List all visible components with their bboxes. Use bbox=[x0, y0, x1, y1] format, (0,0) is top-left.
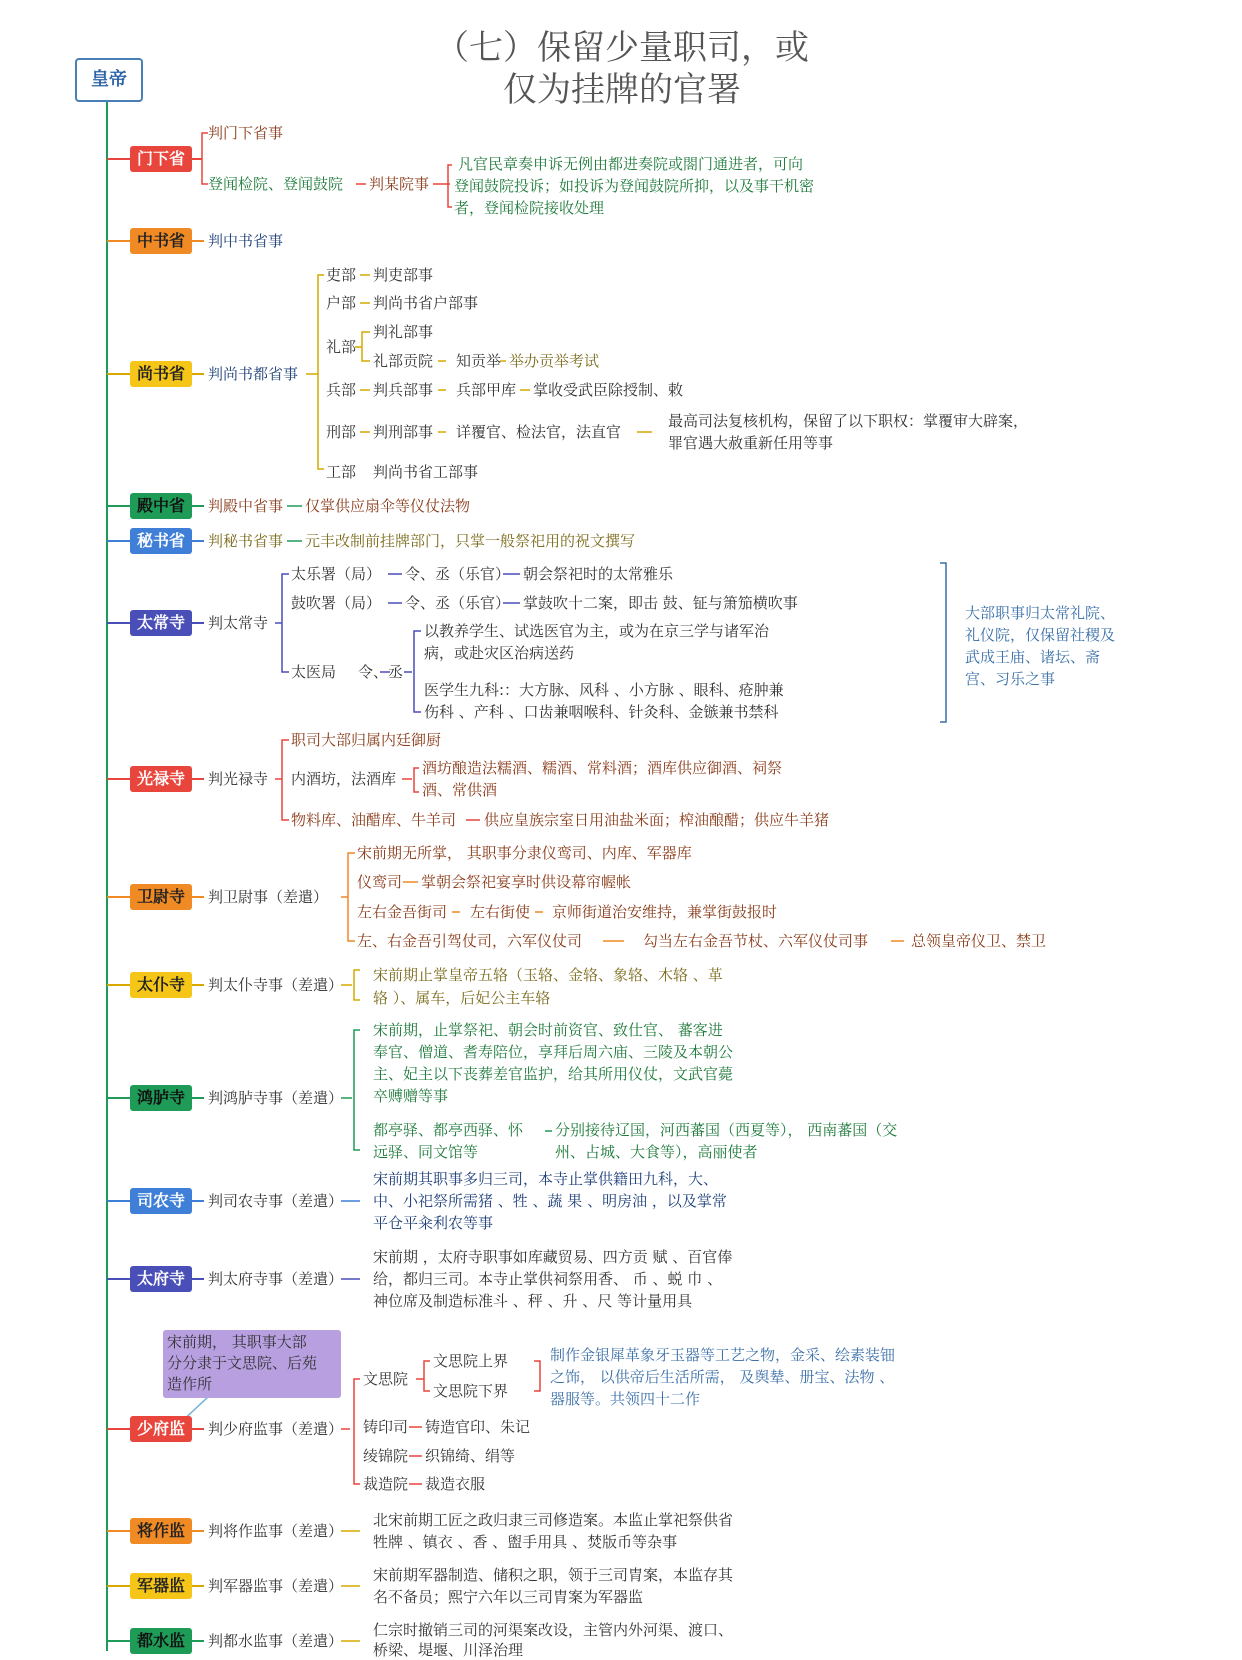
shangshu-dept: 礼部贡院 bbox=[373, 352, 434, 370]
taipu-item: 判太仆寺事（差遣） bbox=[208, 976, 344, 994]
taichang-side-note: 大部职事归太常礼院、 bbox=[965, 604, 1116, 622]
shangshu-dept: 判吏部事 bbox=[373, 266, 434, 284]
weiwei-desc: 总领皇帝仪卫、禁卫 bbox=[911, 932, 1047, 950]
weiwei-office: 勾当左右金吾节杖、六军仪仗司事 bbox=[643, 932, 869, 950]
weiwei-office: 仪鸾司 bbox=[357, 873, 403, 891]
taichang-side-note: 武成王庙、诸坛、斋 bbox=[965, 648, 1101, 666]
sinong-item: 判司农寺事（差遣） bbox=[208, 1192, 344, 1210]
shangshu-dept: 户部 bbox=[326, 294, 357, 312]
shaofu-desc: 之饰， 以供帝后生活所需， 及舆辇、册宝、法物 、 bbox=[550, 1368, 895, 1386]
weiwei-office: 左右金吾街司 bbox=[357, 903, 448, 921]
shaofu-office: 文思院 bbox=[363, 1370, 409, 1388]
shaofu-office: 裁造院 bbox=[363, 1475, 409, 1493]
node-taichang: 太常寺 bbox=[130, 610, 192, 636]
node-shaofu: 少府监 bbox=[130, 1416, 192, 1442]
node-menxia: 门下省 bbox=[130, 146, 192, 172]
dianzhong-desc: 仅掌供应扇伞等仪仗法物 bbox=[305, 497, 471, 515]
taichang-desc: 医学生九科:：大方脉、风科 、小方脉 、眼科、疮肿兼 bbox=[424, 681, 784, 699]
taichang-side-note: 礼仪院，仅保留社稷及 bbox=[965, 626, 1116, 644]
shangshu-dept: 兵部甲库 bbox=[456, 381, 517, 399]
honglu-office: 都亭驿、都亭西驿、怀 bbox=[373, 1121, 524, 1139]
shangshu-dept: 工部 bbox=[326, 463, 357, 481]
honglu-desc: 宋前期，止掌祭祀、朝会时前资官、致仕官、 蕃客进 bbox=[373, 1021, 723, 1039]
node-zhongshu: 中书省 bbox=[130, 228, 192, 254]
taichang-office: 太乐署（局） bbox=[291, 565, 382, 583]
shangshu-dept: 掌收受武臣除授制、敕 bbox=[533, 381, 684, 399]
honglu-item: 判鸿胪寺事（差遣） bbox=[208, 1089, 344, 1107]
shangshu-dept: 兵部 bbox=[326, 381, 357, 399]
honglu-desc: 主、妃主以下丧葬差官监护，给其所用仪仗，文武官薨 bbox=[373, 1065, 734, 1083]
sinong-desc: 中、小祀祭所需猪 、牲 、蔬 果 、明房油 ，以及掌常 bbox=[373, 1192, 727, 1210]
shangshu-dept: 举办贡举考试 bbox=[509, 352, 600, 370]
node-junqi: 军器监 bbox=[130, 1573, 192, 1599]
page-title-line-1: （七）保留少量职司，或 bbox=[435, 28, 809, 68]
taifu-desc: 宋前期 ，太府寺职事如库藏贸易、四方贡 赋 、百官俸 bbox=[373, 1248, 733, 1266]
guanglu-desc: 酒、常供酒 bbox=[422, 781, 498, 799]
shangshu-desc: 最高司法复核机构，保留了以下职权：掌覆审大辟案， bbox=[668, 412, 1029, 430]
taichang-item: 判太常寺 bbox=[208, 614, 269, 632]
node-taifu: 太府寺 bbox=[130, 1266, 192, 1292]
shangshu-dept: 判兵部事 bbox=[373, 381, 434, 399]
shaofu-item: 判少府监事（差遣） bbox=[208, 1420, 344, 1438]
taichang-office: 朝会祭祀时的太常雅乐 bbox=[523, 565, 674, 583]
node-jiangzuo: 将作监 bbox=[130, 1518, 192, 1544]
dushui-desc: 桥梁、堤堰、川泽治理 bbox=[373, 1641, 524, 1659]
menxia-item: 登闻检院、登闻鼓院 bbox=[208, 175, 344, 193]
shangshu-dept: 判刑部事 bbox=[373, 423, 434, 441]
node-guanglu: 光禄寺 bbox=[130, 766, 192, 792]
honglu-desc: 卒赙赠等事 bbox=[373, 1087, 449, 1105]
guanglu-office: 内酒坊，法酒库 bbox=[291, 770, 397, 788]
page-title-line-2: 仅为挂牌的官署 bbox=[503, 70, 741, 110]
taifu-desc: 神位席及制造标准斗 、秤 、升 、尺 等计量用具 bbox=[373, 1292, 693, 1310]
honglu-office-desc: 州、占城、大食等），高丽使者 bbox=[555, 1143, 758, 1161]
shangshu-dept: 详覆官、检法官，法直官 bbox=[456, 423, 622, 441]
guanglu-desc: 酒坊酿造法糯酒、糯酒、常料酒；酒库供应御酒、祠祭 bbox=[422, 759, 783, 777]
jiangzuo-item: 判将作监事（差遣） bbox=[208, 1522, 344, 1540]
honglu-desc: 奉官、僧道、耆寿陪位，享拜后周六庙、三陵及本朝公 bbox=[373, 1043, 734, 1061]
sinong-desc: 宋前期其职事多归三司，本寺止掌供籍田九科，大、 bbox=[373, 1170, 719, 1188]
taifu-item: 判太府寺事（差遣） bbox=[208, 1270, 344, 1288]
menxia-desc: 者，登闻检院接收处理 bbox=[454, 199, 605, 217]
menxia-desc: 登闻鼓院投诉；如投诉为登闻鼓院所抑，以及事干机密 bbox=[454, 177, 815, 195]
shaofu-callout-note bbox=[163, 1330, 341, 1398]
node-mishu: 秘书省 bbox=[130, 528, 192, 554]
mishu-desc: 元丰改制前挂牌部门，只掌一般祭祀用的祝文撰写 bbox=[305, 532, 636, 550]
mishu-item: 判秘书省事 bbox=[208, 532, 284, 550]
menxia-item: 判某院事 bbox=[369, 175, 430, 193]
dianzhong-item: 判殿中省事 bbox=[208, 497, 284, 515]
taichang-office: 令、丞（乐官） bbox=[405, 565, 511, 583]
shangshu-desc: 罪官遇大赦重新任用等事 bbox=[668, 434, 834, 452]
shangshu-dept: 判礼部事 bbox=[373, 323, 434, 341]
shaofu-desc: 铸造官印、朱记 bbox=[425, 1418, 531, 1436]
shaofu-desc: 制作金银犀革象牙玉器等工艺之物，金采、绘素装钿 bbox=[550, 1346, 896, 1364]
shangshu-dept: 判尚书省户部事 bbox=[373, 294, 479, 312]
shaofu-desc: 裁造衣服 bbox=[425, 1475, 486, 1493]
taichang-desc: 伤科 、产科 、口齿兼咽喉科、针灸科、金镞兼书禁科 bbox=[424, 703, 779, 721]
shaofu-note-line: 分分隶于文思院、后苑 bbox=[167, 1354, 318, 1372]
guanglu-desc: 供应皇族宗室日用油盐米面；榨油酿醋；供应牛羊猪 bbox=[484, 811, 830, 829]
junqi-item: 判军器监事（差遣） bbox=[208, 1577, 344, 1595]
dushui-desc: 仁宗时撤销三司的河渠案改设，主管内外河渠、渡口、 bbox=[373, 1621, 734, 1639]
node-sinong: 司农寺 bbox=[130, 1188, 192, 1214]
junqi-desc: 宋前期军器制造、储积之职，领于三司胄案，本监存其 bbox=[373, 1566, 734, 1584]
shaofu-desc: 织锦绮、绢等 bbox=[425, 1447, 516, 1465]
junqi-desc: 名不备员；熙宁六年以三司胄案为军器监 bbox=[373, 1588, 644, 1606]
guanglu-item: 判光禄寺 bbox=[208, 770, 269, 788]
dushui-item: 判都水监事（差遣） bbox=[208, 1632, 344, 1650]
node-weiwei: 卫尉寺 bbox=[130, 884, 192, 910]
taifu-desc: 给，都归三司。本寺止掌供祠祭用香、 币 、蜕 巾 、 bbox=[373, 1270, 723, 1288]
taichang-office: 令、丞 bbox=[358, 663, 404, 681]
shangshu-dept: 吏部 bbox=[326, 266, 357, 284]
menxia-item: 判门下省事 bbox=[208, 124, 284, 142]
shangshu-dept: 刑部 bbox=[326, 423, 357, 441]
weiwei-office: 左右街使 bbox=[470, 903, 531, 921]
root-node-emperor: 皇帝 bbox=[75, 58, 143, 102]
honglu-office: 远驿、同文馆等 bbox=[373, 1143, 479, 1161]
sinong-desc: 平仓平籴利农等事 bbox=[373, 1214, 494, 1232]
menxia-desc: 凡官民章奏申诉无例由都进奏院或閤门通进者，可向 bbox=[458, 155, 804, 173]
taichang-office: 太医局 bbox=[291, 663, 337, 681]
node-dianzhong: 殿中省 bbox=[130, 493, 192, 519]
taichang-desc: 以教养学生、试选医官为主，或为在京三学与诸军治 bbox=[424, 622, 770, 640]
taichang-office: 鼓吹署（局） bbox=[291, 594, 382, 612]
jiangzuo-desc: 牲牌 、镇衣 、香 、盥手用具 、焚版币等杂事 bbox=[373, 1533, 678, 1551]
jiangzuo-desc: 北宋前期工匠之政归隶三司修造案。本监止掌祀祭供省 bbox=[373, 1511, 734, 1529]
taipu-desc: 辂 ）、属车，后妃公主车辂 bbox=[373, 989, 551, 1007]
taichang-office: 掌鼓吹十二案，即击 鼓、钲与箫笳横吹事 bbox=[523, 594, 798, 612]
node-honglu: 鸿胪寺 bbox=[130, 1085, 192, 1111]
node-shangshu: 尚书省 bbox=[130, 361, 192, 387]
taipu-desc: 宋前期止掌皇帝五辂（玉辂、金辂、象辂、木辂 、革 bbox=[373, 966, 723, 984]
shaofu-office: 文思院下界 bbox=[433, 1382, 509, 1400]
taichang-side-note: 宫、习乐之事 bbox=[965, 670, 1056, 688]
weiwei-item: 判卫尉事（差遣） bbox=[208, 888, 329, 906]
weiwei-office: 宋前期无所掌， 其职事分隶仪鸾司、内库、军器库 bbox=[357, 844, 692, 862]
weiwei-desc: 掌朝会祭祀宴享时供设幕帘幄帐 bbox=[421, 873, 632, 891]
weiwei-desc: 京师街道治安维持，兼掌街鼓报时 bbox=[552, 903, 778, 921]
shangshu-dept: 礼部 bbox=[326, 338, 357, 356]
node-taipu: 太仆寺 bbox=[130, 972, 192, 998]
shangshu-dept: 判尚书省工部事 bbox=[373, 463, 479, 481]
guanglu-office: 职司大部归属内廷御厨 bbox=[291, 731, 442, 749]
shangshu-item: 判尚书都省事 bbox=[208, 365, 299, 383]
shaofu-note-line: 造作所 bbox=[167, 1375, 213, 1393]
shaofu-desc: 器服等。共领四十二作 bbox=[550, 1390, 701, 1408]
shaofu-note-line: 宋前期， 其职事大部 bbox=[167, 1333, 307, 1351]
taichang-office: 令、丞（乐官） bbox=[405, 594, 511, 612]
taichang-desc: 病，或赴灾区治病送药 bbox=[424, 644, 575, 662]
weiwei-office: 左、右金吾引驾仗司，六军仪仗司 bbox=[357, 932, 583, 950]
shaofu-office: 文思院上界 bbox=[433, 1352, 509, 1370]
node-dushui: 都水监 bbox=[130, 1628, 192, 1654]
honglu-office-desc: 分别接待辽国，河西蕃国（西夏等）， 西南蕃国（交 bbox=[555, 1121, 898, 1139]
shangshu-dept: 知贡举 bbox=[456, 352, 502, 370]
shaofu-office: 铸印司 bbox=[363, 1418, 409, 1436]
zhongshu-item: 判中书省事 bbox=[208, 232, 284, 250]
shaofu-office: 绫锦院 bbox=[363, 1447, 409, 1465]
guanglu-office: 物料库、油醋库、牛羊司 bbox=[291, 811, 457, 829]
